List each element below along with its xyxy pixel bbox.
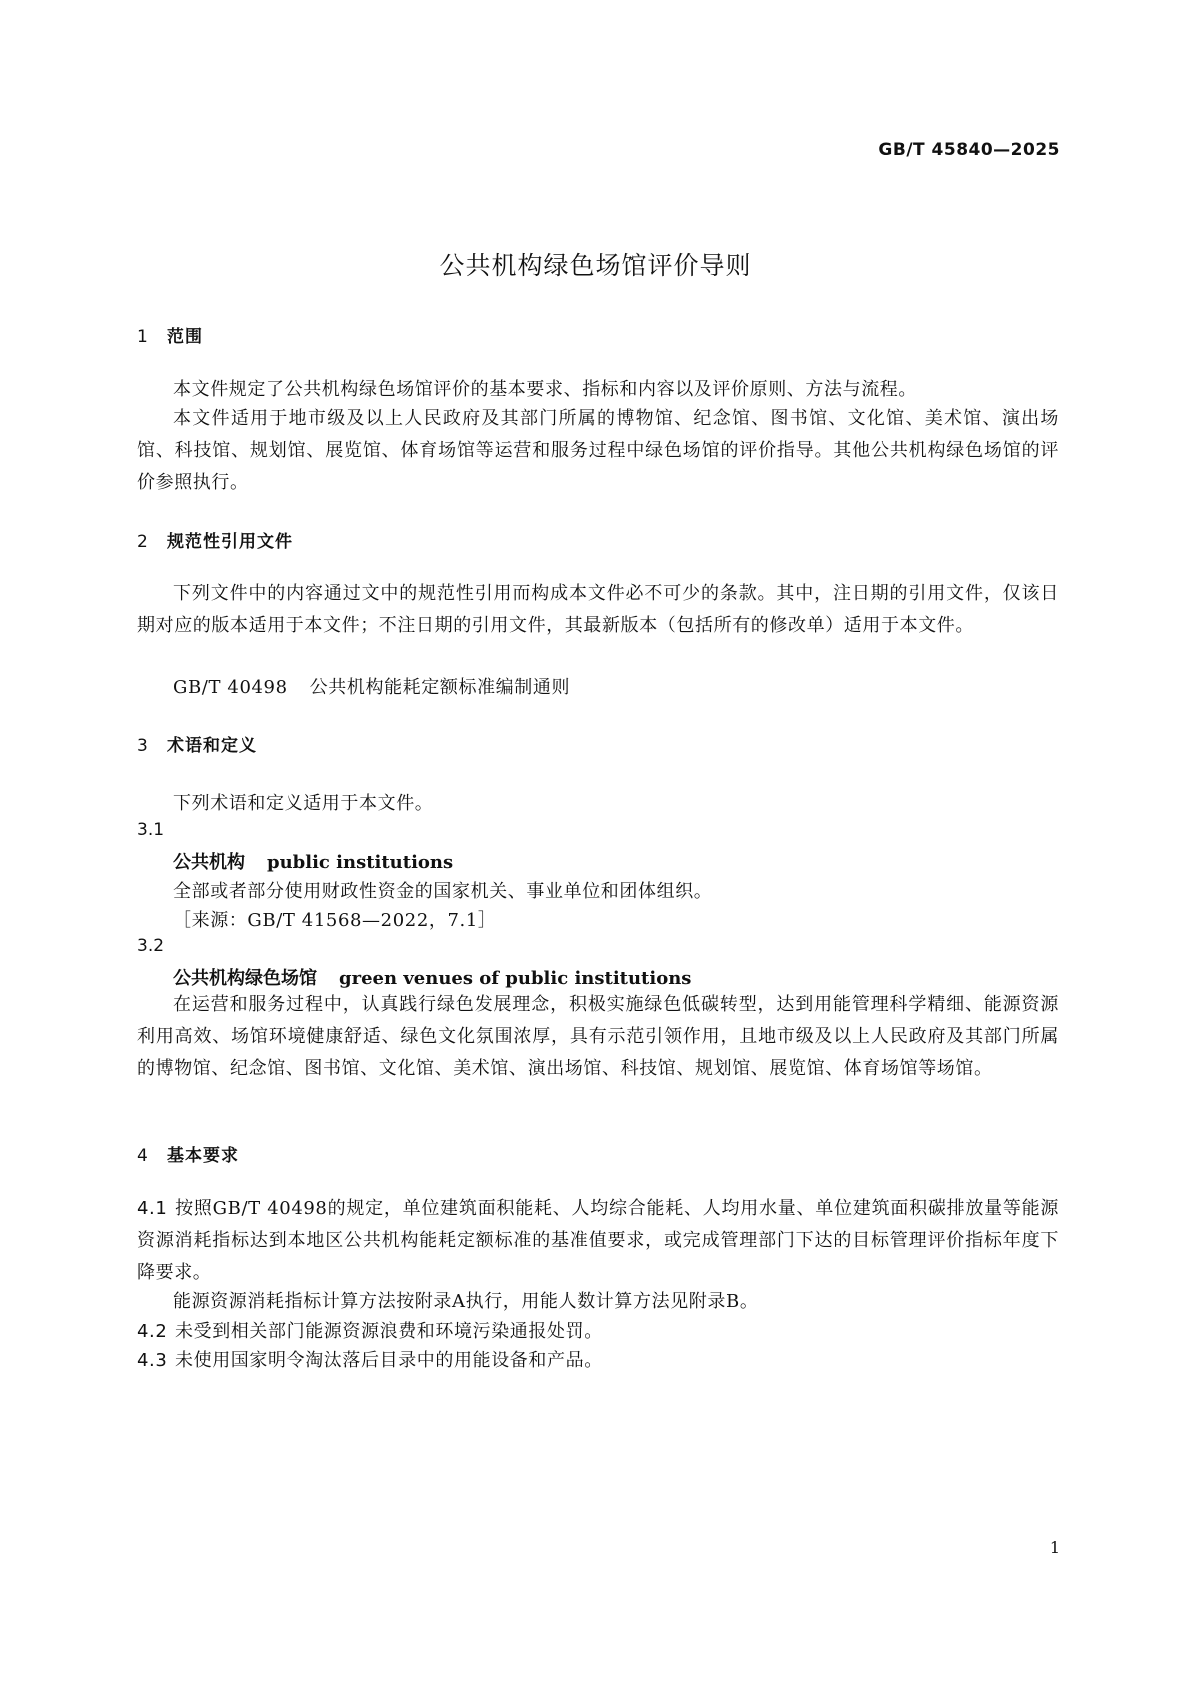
- clause-4-1: [137, 1193, 1059, 1289]
- section-number: 2: [137, 532, 149, 552]
- section-number: 4: [137, 1146, 149, 1166]
- section-4-heading: [137, 1141, 239, 1166]
- clause-text: 未使用国家明令淘汰落后目录中的用能设备和产品。: [175, 1350, 603, 1371]
- term-en: green venues of public institutions: [339, 968, 692, 989]
- section-1-paragraph-1: 本文件规定了公共机构绿色场馆评价的基本要求、指标和内容以及评价原则、方法与流程。: [173, 379, 917, 400]
- term-en: public institutions: [267, 852, 454, 873]
- clause-4-3: [137, 1345, 1059, 1377]
- term-zh: 公共机构绿色场馆: [173, 968, 317, 989]
- term-number: 3.2: [137, 936, 165, 956]
- section-2-paragraph-1: 下列文件中的内容通过文中的规范性引用而构成本文件必不可少的条款。其中，注日期的引用文件，仅该日期对应的版本适用于本文件；不注日期的引用文件，其最新版本（包括所有的修改单）适用于本文件。: [137, 583, 1059, 636]
- standard-code: GB/T 45840—2025: [878, 140, 1060, 160]
- section-title: 范围: [167, 327, 203, 347]
- clause-4-1-note: 能源资源消耗指标计算方法按附录A执行，用能人数计算方法见附录B。: [173, 1291, 759, 1312]
- clause-text: 未受到相关部门能源资源浪费和环境污染通报处罚。: [175, 1321, 603, 1342]
- term-number: 3.1: [137, 820, 165, 840]
- normative-reference: [173, 673, 570, 699]
- section-1-heading: [137, 322, 203, 347]
- section-title: 规范性引用文件: [167, 532, 293, 552]
- page-number: 1: [1049, 1538, 1060, 1557]
- term-heading: [173, 848, 453, 874]
- reference-title: 公共机构能耗定额标准编制通则: [309, 677, 571, 698]
- term-source: ［来源：GB/T 41568—2022，7.1］: [173, 910, 497, 931]
- section-number: 1: [137, 327, 149, 347]
- term-zh: 公共机构: [173, 852, 245, 873]
- clause-number: 4.2: [137, 1321, 168, 1342]
- term-definition: 在运营和服务过程中，认真践行绿色发展理念，积极实施绿色低碳转型，达到用能管理科学精细、能源资源利用高效、场馆环境健康舒适、绿色文化氛围浓厚，具有示范引领作用，且地市级及以上人民政府及其部门所属的博物馆、纪念馆、图书馆、文化馆、美术馆、演出场馆、科技馆、规划馆、展览馆、体育场馆等场馆。: [137, 994, 1059, 1079]
- section-3-heading: [137, 731, 257, 756]
- section-number: 3: [137, 736, 149, 756]
- reference-code: GB/T 40498: [173, 677, 288, 698]
- section-2-heading: [137, 527, 293, 552]
- section-title: 基本要求: [167, 1146, 239, 1166]
- clause-number: 4.3: [137, 1350, 168, 1371]
- section-1-paragraph-2: 本文件适用于地市级及以上人民政府及其部门所属的博物馆、纪念馆、图书馆、文化馆、美术馆、演出场馆、科技馆、规划馆、展览馆、体育场馆等运营和服务过程中绿色场馆的评价指导。其他公共机构绿色场馆的评价参照执行。: [137, 408, 1059, 493]
- term-heading: [173, 964, 691, 990]
- document-title: 公共机构绿色场馆评价导则: [439, 251, 752, 280]
- clause-4-2: [137, 1316, 1059, 1348]
- clause-number: 4.1: [137, 1198, 168, 1219]
- terms-intro: 下列术语和定义适用于本文件。: [173, 793, 434, 814]
- section-title: 术语和定义: [167, 736, 257, 756]
- clause-text: 按照GB/T 40498的规定，单位建筑面积能耗、人均综合能耗、人均用水量、单位建筑面积碳排放量等能源资源消耗指标达到本地区公共机构能耗定额标准的基准值要求，或完成管理部门下达的目标管理评价指标年度下降要求。: [137, 1198, 1059, 1283]
- term-definition: 全部或者部分使用财政性资金的国家机关、事业单位和团体组织。: [173, 881, 713, 902]
